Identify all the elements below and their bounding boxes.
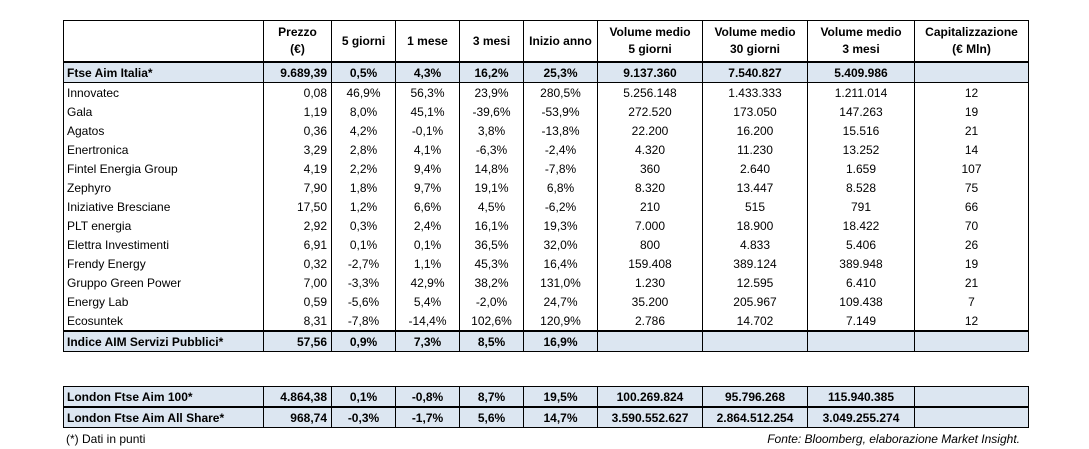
cell-name: Agatos [64, 121, 264, 140]
cell-5-giorni: 0,9% [332, 331, 396, 352]
header-3-mesi: 3 mesi [460, 21, 524, 63]
cell-volume-5-giorni: 22.200 [598, 121, 703, 140]
cell-3-mesi: 3,8% [460, 121, 524, 140]
cell-volume-5-giorni: 9.137.360 [598, 62, 703, 83]
cell-name: Innovatec [64, 83, 264, 103]
table-row [64, 273, 1029, 292]
cell-volume-5-giorni [598, 331, 703, 352]
cell-volume-30-giorni: 205.967 [703, 292, 808, 311]
cell-3-mesi: -6,3% [460, 140, 524, 159]
cell-volume-5-giorni: 272.520 [598, 102, 703, 121]
cell-prezzo: 4.864,38 [264, 387, 332, 408]
cell-volume-30-giorni: 515 [703, 197, 808, 216]
london-row [64, 407, 1029, 428]
cell-volume-3-mesi: 15.516 [808, 121, 915, 140]
cell-capitalizzazione: 12 [915, 83, 1029, 103]
cell-5-giorni: 1,2% [332, 197, 396, 216]
cell-name: Gala [64, 102, 264, 121]
cell-name: Elettra Investimenti [64, 235, 264, 254]
cell-capitalizzazione: 107 [915, 159, 1029, 178]
header-5-giorni: 5 giorni [332, 21, 396, 63]
header-inizio-anno: Inizio anno [524, 21, 598, 63]
cell-5-giorni: -5,6% [332, 292, 396, 311]
cell-5-giorni: 0,3% [332, 216, 396, 235]
cell-inizio-anno: 120,9% [524, 311, 598, 331]
cell-capitalizzazione [915, 62, 1029, 83]
cell-prezzo: 57,56 [264, 331, 332, 352]
cell-volume-30-giorni: 389.124 [703, 254, 808, 273]
cell-3-mesi: 16,2% [460, 62, 524, 83]
source-note: Fonte: Bloomberg, elaborazione Market Insight. [767, 432, 1020, 446]
cell-5-giorni: 1,8% [332, 178, 396, 197]
cell-volume-5-giorni: 360 [598, 159, 703, 178]
cell-1-mese: 7,3% [396, 331, 460, 352]
cell-3-mesi: 23,9% [460, 83, 524, 103]
table-row [64, 159, 1029, 178]
cell-inizio-anno: 14,7% [524, 407, 598, 428]
cell-volume-30-giorni: 18.900 [703, 216, 808, 235]
cell-volume-3-mesi: 7.149 [808, 311, 915, 331]
cell-volume-30-giorni: 11.230 [703, 140, 808, 159]
cell-prezzo: 7,90 [264, 178, 332, 197]
cell-volume-3-mesi: 109.438 [808, 292, 915, 311]
cell-inizio-anno: 24,7% [524, 292, 598, 311]
cell-5-giorni: -0,3% [332, 407, 396, 428]
header-name [64, 21, 264, 63]
cell-prezzo: 0,59 [264, 292, 332, 311]
cell-volume-5-giorni: 5.256.148 [598, 83, 703, 103]
cell-capitalizzazione: 26 [915, 235, 1029, 254]
header-1-mese: 1 mese [396, 21, 460, 63]
table-row [64, 102, 1029, 121]
table-row [64, 311, 1029, 331]
cell-3-mesi: -2,0% [460, 292, 524, 311]
cell-capitalizzazione [915, 387, 1029, 408]
table-row [64, 235, 1029, 254]
cell-volume-3-mesi: 389.948 [808, 254, 915, 273]
cell-volume-3-mesi: 13.252 [808, 140, 915, 159]
header-row [64, 21, 1029, 63]
cell-volume-5-giorni: 100.269.824 [598, 387, 703, 408]
cell-capitalizzazione: 75 [915, 178, 1029, 197]
cell-volume-3-mesi [808, 331, 915, 352]
cell-5-giorni: 2,8% [332, 140, 396, 159]
cell-prezzo: 0,32 [264, 254, 332, 273]
cell-name: Ecosuntek [64, 311, 264, 331]
cell-3-mesi: 8,7% [460, 387, 524, 408]
cell-capitalizzazione [915, 407, 1029, 428]
cell-1-mese: 4,3% [396, 62, 460, 83]
cell-volume-5-giorni: 4.320 [598, 140, 703, 159]
cell-prezzo: 2,92 [264, 216, 332, 235]
table-row [64, 140, 1029, 159]
cell-prezzo: 6,91 [264, 235, 332, 254]
cell-inizio-anno: 16,4% [524, 254, 598, 273]
cell-prezzo: 17,50 [264, 197, 332, 216]
cell-inizio-anno: 19,3% [524, 216, 598, 235]
table-row [64, 83, 1029, 103]
cell-5-giorni: 0,5% [332, 62, 396, 83]
cell-name: PLT energia [64, 216, 264, 235]
cell-3-mesi: 36,5% [460, 235, 524, 254]
cell-3-mesi: 5,6% [460, 407, 524, 428]
cell-name: London Ftse Aim 100* [64, 387, 264, 408]
header-capitalizzazione: Capitalizzazione (€ Mln) [915, 21, 1029, 63]
sector-index-row [64, 331, 1029, 352]
cell-volume-3-mesi: 1.211.014 [808, 83, 915, 103]
cell-inizio-anno: -6,2% [524, 197, 598, 216]
cell-volume-30-giorni: 4.833 [703, 235, 808, 254]
table-row [64, 292, 1029, 311]
cell-volume-5-giorni: 800 [598, 235, 703, 254]
cell-inizio-anno: 6,8% [524, 178, 598, 197]
cell-prezzo: 4,19 [264, 159, 332, 178]
cell-1-mese: -0,8% [396, 387, 460, 408]
cell-volume-3-mesi: 18.422 [808, 216, 915, 235]
cell-inizio-anno: 280,5% [524, 83, 598, 103]
cell-prezzo: 9.689,39 [264, 62, 332, 83]
cell-1-mese: 42,9% [396, 273, 460, 292]
cell-prezzo: 0,08 [264, 83, 332, 103]
cell-3-mesi: 4,5% [460, 197, 524, 216]
cell-capitalizzazione: 19 [915, 102, 1029, 121]
cell-3-mesi: 14,8% [460, 159, 524, 178]
cell-name: Fintel Energia Group [64, 159, 264, 178]
cell-volume-5-giorni: 8.320 [598, 178, 703, 197]
cell-1-mese: -1,7% [396, 407, 460, 428]
cell-name: Frendy Energy [64, 254, 264, 273]
cell-volume-30-giorni: 173.050 [703, 102, 808, 121]
cell-prezzo: 3,29 [264, 140, 332, 159]
london-row [64, 387, 1029, 408]
cell-name: Zephyro [64, 178, 264, 197]
cell-capitalizzazione: 19 [915, 254, 1029, 273]
cell-5-giorni: 8,0% [332, 102, 396, 121]
cell-3-mesi: 102,6% [460, 311, 524, 331]
cell-volume-3-mesi: 147.263 [808, 102, 915, 121]
cell-name: Enertronica [64, 140, 264, 159]
cell-volume-5-giorni: 7.000 [598, 216, 703, 235]
cell-5-giorni: 2,2% [332, 159, 396, 178]
cell-capitalizzazione [915, 331, 1029, 352]
cell-inizio-anno: 131,0% [524, 273, 598, 292]
cell-3-mesi: 16,1% [460, 216, 524, 235]
cell-1-mese: 9,7% [396, 178, 460, 197]
cell-volume-3-mesi: 5.409.986 [808, 62, 915, 83]
cell-volume-3-mesi: 5.406 [808, 235, 915, 254]
cell-inizio-anno: -7,8% [524, 159, 598, 178]
cell-volume-30-giorni: 16.200 [703, 121, 808, 140]
header-prezzo: Prezzo (€) [264, 21, 332, 63]
cell-name: Energy Lab [64, 292, 264, 311]
cell-volume-3-mesi: 1.659 [808, 159, 915, 178]
cell-name: Indice AIM Servizi Pubblici* [64, 331, 264, 352]
cell-capitalizzazione: 7 [915, 292, 1029, 311]
cell-name: London Ftse Aim All Share* [64, 407, 264, 428]
cell-5-giorni: 0,1% [332, 387, 396, 408]
header-volume-5-giorni: Volume medio 5 giorni [598, 21, 703, 63]
stock-table [63, 20, 1029, 352]
cell-volume-30-giorni: 12.595 [703, 273, 808, 292]
cell-volume-30-giorni: 14.702 [703, 311, 808, 331]
index-row [64, 62, 1029, 83]
cell-1-mese: -0,1% [396, 121, 460, 140]
cell-3-mesi: 8,5% [460, 331, 524, 352]
cell-3-mesi: 45,3% [460, 254, 524, 273]
london-table [63, 386, 1029, 428]
cell-volume-5-giorni: 35.200 [598, 292, 703, 311]
cell-1-mese: 2,4% [396, 216, 460, 235]
table-row [64, 216, 1029, 235]
cell-inizio-anno: -13,8% [524, 121, 598, 140]
cell-inizio-anno: 32,0% [524, 235, 598, 254]
cell-capitalizzazione: 21 [915, 121, 1029, 140]
cell-volume-5-giorni: 1.230 [598, 273, 703, 292]
cell-volume-30-giorni: 2.864.512.254 [703, 407, 808, 428]
cell-prezzo: 8,31 [264, 311, 332, 331]
cell-5-giorni: -2,7% [332, 254, 396, 273]
cell-5-giorni: -7,8% [332, 311, 396, 331]
cell-volume-5-giorni: 2.786 [598, 311, 703, 331]
table-row [64, 121, 1029, 140]
cell-volume-3-mesi: 3.049.255.274 [808, 407, 915, 428]
cell-volume-3-mesi: 8.528 [808, 178, 915, 197]
cell-5-giorni: 4,2% [332, 121, 396, 140]
cell-volume-30-giorni: 2.640 [703, 159, 808, 178]
footnote: (*) Dati in punti [66, 432, 146, 446]
cell-volume-30-giorni: 95.796.268 [703, 387, 808, 408]
table-row [64, 197, 1029, 216]
cell-3-mesi: -39,6% [460, 102, 524, 121]
cell-3-mesi: 19,1% [460, 178, 524, 197]
cell-inizio-anno: 25,3% [524, 62, 598, 83]
cell-1-mese: 56,3% [396, 83, 460, 103]
cell-1-mese: 6,6% [396, 197, 460, 216]
cell-5-giorni: -3,3% [332, 273, 396, 292]
cell-inizio-anno: 19,5% [524, 387, 598, 408]
cell-volume-5-giorni: 3.590.552.627 [598, 407, 703, 428]
cell-volume-30-giorni: 1.433.333 [703, 83, 808, 103]
cell-1-mese: 9,4% [396, 159, 460, 178]
cell-5-giorni: 0,1% [332, 235, 396, 254]
cell-volume-5-giorni: 159.408 [598, 254, 703, 273]
table-row [64, 254, 1029, 273]
cell-capitalizzazione: 14 [915, 140, 1029, 159]
header-volume-3-mesi: Volume medio 3 mesi [808, 21, 915, 63]
cell-capitalizzazione: 12 [915, 311, 1029, 331]
cell-volume-30-giorni: 7.540.827 [703, 62, 808, 83]
cell-volume-3-mesi: 6.410 [808, 273, 915, 292]
cell-1-mese: 45,1% [396, 102, 460, 121]
cell-3-mesi: 38,2% [460, 273, 524, 292]
cell-5-giorni: 46,9% [332, 83, 396, 103]
cell-name: Gruppo Green Power [64, 273, 264, 292]
cell-1-mese: 5,4% [396, 292, 460, 311]
cell-name: Iniziative Bresciane [64, 197, 264, 216]
cell-volume-30-giorni: 13.447 [703, 178, 808, 197]
cell-capitalizzazione: 21 [915, 273, 1029, 292]
table-row [64, 178, 1029, 197]
cell-inizio-anno: 16,9% [524, 331, 598, 352]
cell-inizio-anno: -2,4% [524, 140, 598, 159]
cell-volume-3-mesi: 115.940.385 [808, 387, 915, 408]
cell-prezzo: 0,36 [264, 121, 332, 140]
cell-inizio-anno: -53,9% [524, 102, 598, 121]
cell-1-mese: -14,4% [396, 311, 460, 331]
cell-1-mese: 1,1% [396, 254, 460, 273]
cell-capitalizzazione: 70 [915, 216, 1029, 235]
cell-volume-30-giorni [703, 331, 808, 352]
cell-1-mese: 0,1% [396, 235, 460, 254]
cell-prezzo: 7,00 [264, 273, 332, 292]
cell-name: Ftse Aim Italia* [64, 62, 264, 83]
cell-prezzo: 968,74 [264, 407, 332, 428]
cell-volume-5-giorni: 210 [598, 197, 703, 216]
cell-prezzo: 1,19 [264, 102, 332, 121]
cell-1-mese: 4,1% [396, 140, 460, 159]
cell-capitalizzazione: 66 [915, 197, 1029, 216]
cell-volume-3-mesi: 791 [808, 197, 915, 216]
header-volume-30-giorni: Volume medio 30 giorni [703, 21, 808, 63]
